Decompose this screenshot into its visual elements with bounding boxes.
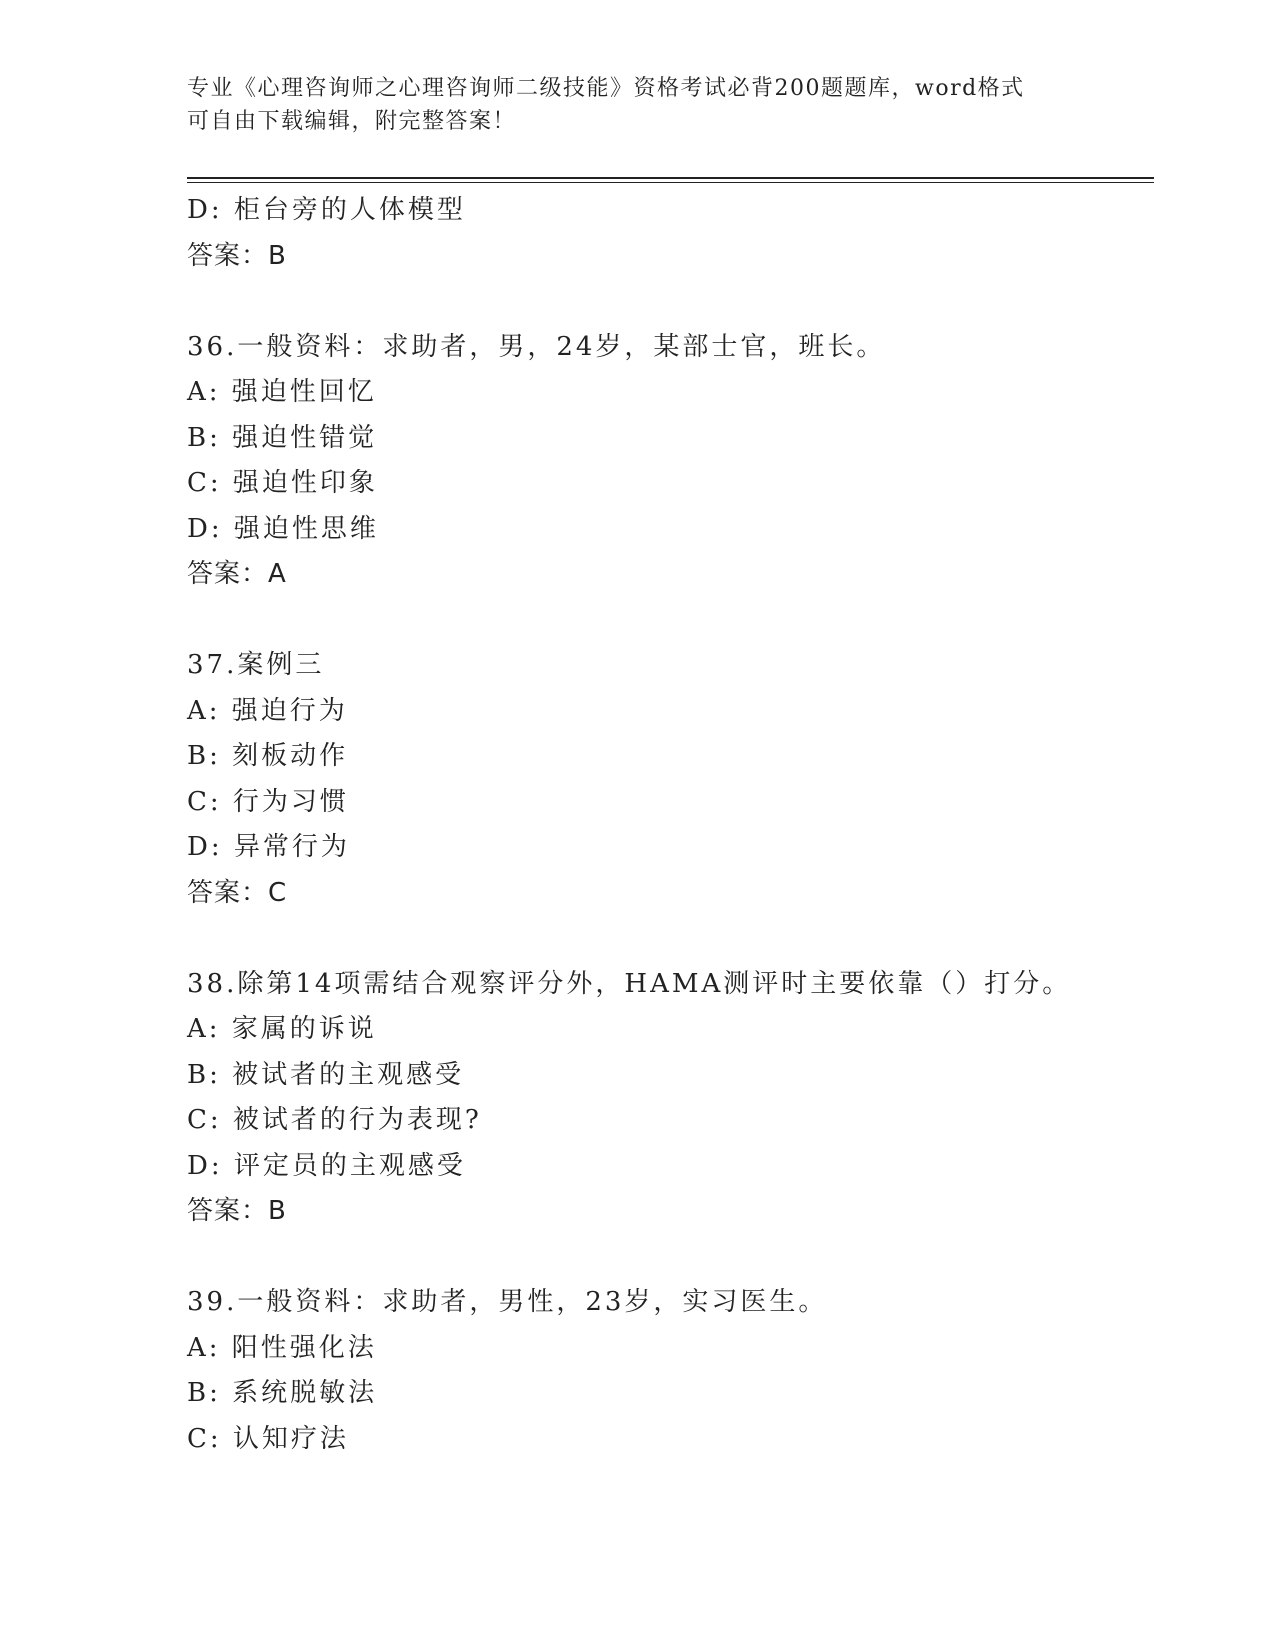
option-c: C: 被试者的行为表现?: [187, 1105, 482, 1135]
option-b: B: 被试者的主观感受: [187, 1059, 465, 1090]
header-line-1: 专业《心理咨询师之心理咨询师二级技能》资格考试必背200题题库，word格式: [187, 76, 1025, 101]
option-d: D: 强迫性思维: [187, 513, 379, 544]
header-line-2: 可自由下载编辑，附完整答案！: [187, 109, 517, 134]
question-stem: 39.一般资料：求助者，男性，23岁，实习医生。: [187, 1287, 828, 1317]
option-c: C: 行为习惯: [187, 786, 349, 817]
option-b: B: 刻板动作: [187, 741, 349, 771]
answer-line: 答案：B: [187, 240, 287, 271]
option-d: D: 异常行为: [187, 832, 350, 862]
answer-line: 答案：C: [187, 877, 288, 908]
question-38: [187, 962, 1147, 1235]
question-35-tail: [187, 188, 1147, 279]
header-rule-thin: [187, 182, 1154, 183]
option-b: B: 强迫性错觉: [187, 422, 378, 453]
option-a: A: 强迫性回忆: [187, 377, 377, 407]
question-37: [187, 643, 1147, 916]
option-d: D: 柜台旁的人体模型: [187, 195, 466, 225]
question-list: [187, 188, 1147, 1462]
question-stem: 36.一般资料：求助者，男，24岁，某部士官，班长。: [187, 331, 886, 362]
header-rule-thick: [187, 177, 1154, 179]
option-a: A: 阳性强化法: [187, 1332, 377, 1363]
question-stem: 37.案例三: [187, 650, 325, 680]
question-36: [187, 325, 1147, 598]
option-c: C: 强迫性印象: [187, 468, 378, 498]
option-c: C: 认知疗法: [187, 1423, 349, 1454]
option-b: B: 系统脱敏法: [187, 1378, 378, 1408]
answer-line: 答案：A: [187, 559, 287, 589]
option-a: A: 家属的诉说: [187, 1014, 377, 1044]
answer-line: 答案：B: [187, 1196, 287, 1226]
question-39: [187, 1280, 1147, 1462]
document-header: [187, 72, 1087, 138]
question-stem: 38.除第14项需结合观察评分外，HAMA测评时主要依靠（）打分。: [187, 968, 1072, 999]
option-a: A: 强迫行为: [187, 695, 348, 726]
option-d: D: 评定员的主观感受: [187, 1150, 466, 1181]
